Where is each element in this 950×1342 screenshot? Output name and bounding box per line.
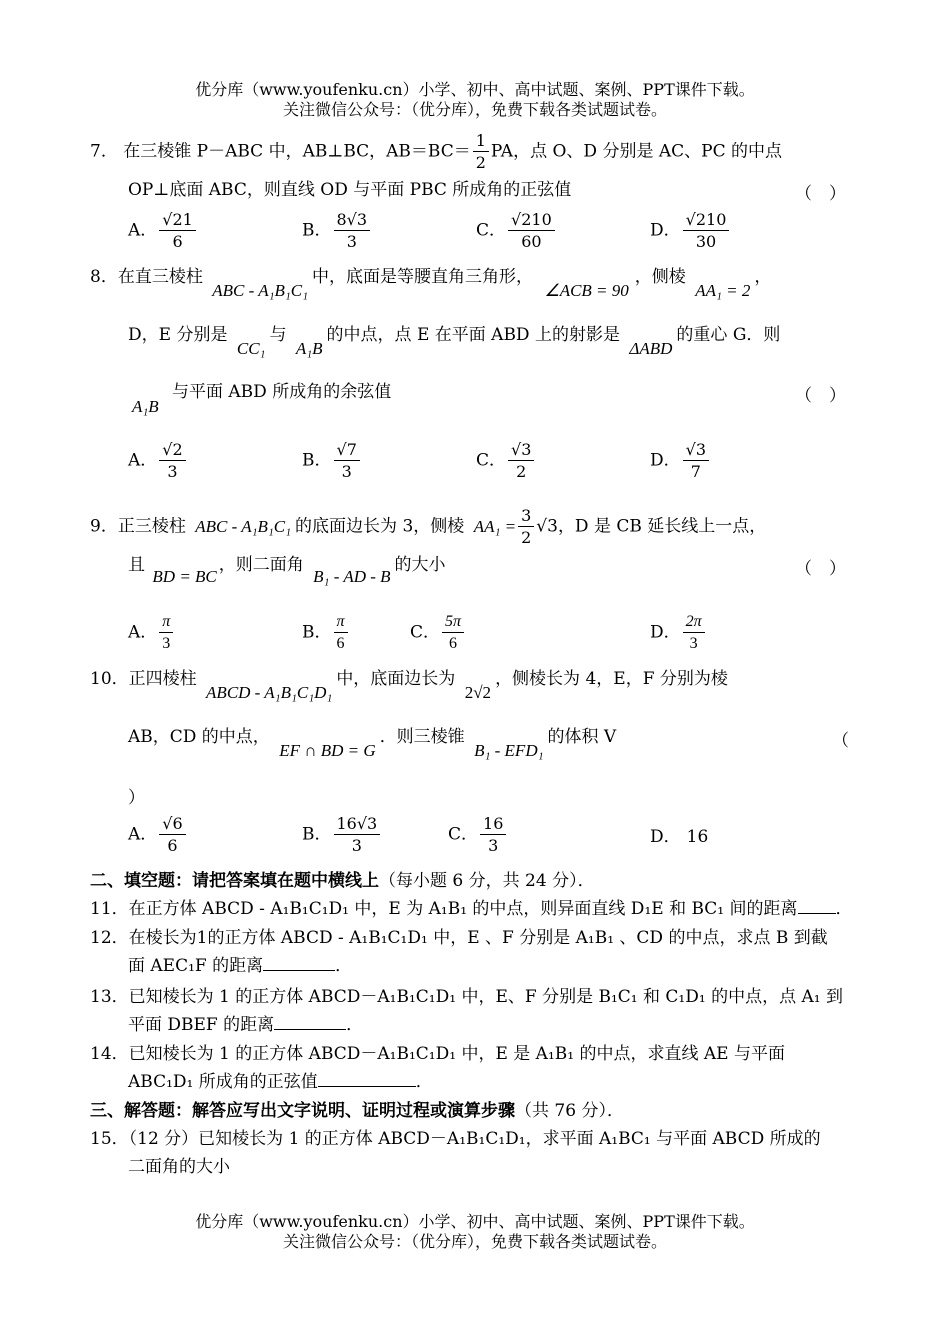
q7-line-2: OP⊥底面 ABC，则直线 OD 与平面 PBC 所成角的正弦值 [128, 180, 572, 200]
q13-line-2 [128, 1014, 363, 1036]
q8-option-b [302, 442, 362, 480]
q7-option-d-den: 30 [695, 232, 717, 251]
q10-option-c [448, 816, 508, 854]
q8-option-d-label: D． [650, 450, 681, 471]
q9-answer-paren: （ ） [795, 559, 846, 579]
q12-line1: 在棱长为1的正方体 ABCD - A₁B₁C₁D₁ 中，E 、F 分别是 A₁B₁ 、CD 的中点，求点 B 到截 [128, 928, 828, 948]
q9-option-d [650, 614, 707, 652]
q10-pyramid: B₁ - EFD₁ [474, 741, 544, 760]
q10-option-a [128, 816, 188, 854]
q8-line2-a: D，E 分别是 [128, 325, 228, 345]
q7-option-a [128, 212, 198, 250]
q14-answer-blank[interactable] [318, 1086, 416, 1087]
q12-end: ． [335, 956, 353, 976]
q10-option-c-num: 16 [480, 816, 506, 835]
q9-option-b [302, 614, 350, 652]
q8-prism: ABC - A₁B₁C₁ [212, 281, 309, 300]
q10-line-2 [128, 726, 617, 760]
q8-a1b: A₁B [295, 339, 323, 358]
q9-edge: AA₁ = [473, 516, 517, 536]
q9-dihedral: B₁ - AD - B [313, 567, 391, 586]
q7-option-d-num: √210 [683, 212, 730, 231]
q11-number: 11． [90, 899, 129, 919]
q9-option-d-num: 2π [683, 614, 705, 633]
q9-option-a [128, 614, 175, 652]
q8-option-b-num: √7 [334, 442, 360, 461]
q8-line-3-math [132, 396, 159, 418]
header-line-1: 优分库（www.youfenku.cn）小学、初中、高中试题、案例、PPT课件下载。 [195, 80, 755, 99]
q9-option-a-num: π [159, 614, 173, 633]
q8-angle: ∠ACB = 90 [544, 281, 629, 300]
q15-line-2: 二面角的大小 [128, 1157, 230, 1177]
q10-option-a-label: A． [128, 824, 158, 845]
q9-line-1 [90, 508, 766, 546]
footer-line-2: 关注微信公众号：（优分库），免费下载各类试题试卷。 [282, 1232, 667, 1251]
q9-text-b: 的底面边长为 3，侧棱 [295, 516, 465, 537]
q8-line2-c: 的中点，点 E 在平面 ABD 上的射影是 [326, 325, 620, 345]
q13-line-1 [90, 986, 843, 1008]
q10-option-b-label: B． [302, 824, 332, 845]
q15-line1: （12 分）已知棱长为 1 的正方体 ABCD－A₁B₁C₁D₁，求平面 A₁BC₁ 与平面 ABCD 所成的 [128, 1129, 821, 1149]
section-2-title: 二、填空题：请把答案填在题中横线上 [90, 871, 379, 891]
q15-line-1 [90, 1128, 821, 1150]
q10-side: 2√2 [464, 683, 492, 702]
q8-a1b-2: A₁B [132, 397, 159, 416]
q7-option-b-den: 3 [346, 232, 357, 251]
q13-end: ． [346, 1015, 364, 1035]
q10-paren-open: （ [832, 731, 849, 751]
q8-text-b: 中，底面是等腰直角三角形， [312, 267, 534, 287]
q9-line2-b: ，则二面角 [218, 555, 304, 575]
q7-line-1 [90, 133, 782, 171]
q8-option-c-label: C． [476, 450, 507, 471]
q12-line-1 [90, 927, 828, 949]
footer-line-1: 优分库（www.youfenku.cn）小学、初中、高中试题、案例、PPT课件下载。 [195, 1212, 755, 1231]
q7-option-d-label: D． [650, 220, 681, 241]
q7-option-c-den: 60 [521, 232, 542, 251]
q14-number: 14． [90, 1044, 129, 1064]
q10-text-c: ，侧棱长为 4，E，F 分别为棱 [495, 669, 728, 689]
q9-text-c: ，D 是 CB 延长线上一点， [557, 516, 767, 537]
q12-line-2 [128, 955, 352, 977]
q12-answer-blank[interactable] [263, 970, 335, 971]
q8-option-b-den: 3 [341, 462, 352, 481]
q8-text-c: ，侧棱 [634, 267, 686, 287]
q15-number: 15． [90, 1129, 129, 1149]
q14-end: ． [415, 1072, 433, 1092]
q10-line2-b: ．则三棱锥 [379, 727, 465, 747]
q9-line2-c: 的大小 [394, 555, 446, 575]
q8-option-d-num: √3 [683, 442, 709, 461]
q7-option-a-label: A． [128, 220, 158, 241]
q12-line2: 面 AEC₁F 的距离 [128, 956, 264, 976]
q8-option-a-num: √2 [159, 442, 185, 461]
q7-option-a-num: √21 [159, 212, 196, 231]
q10-line-1 [90, 668, 728, 702]
q10-prism: ABCD - A₁B₁C₁D₁ [206, 683, 333, 702]
q9-bd: BD = BC [152, 567, 217, 586]
q7-option-b-label: B． [302, 220, 332, 241]
q7-option-d [650, 212, 731, 250]
q10-option-b-num: 16√3 [334, 816, 381, 835]
q14-line1: 已知棱长为 1 的正方体 ABCD－A₁B₁C₁D₁ 中，E 是 A₁B₁ 的中点，求直线 AE 与平面 [128, 1044, 785, 1064]
q8-text-a: 在直三棱柱 [117, 267, 203, 287]
section-3-heading [90, 1100, 624, 1122]
q7-number: 7． [90, 141, 118, 162]
q10-option-a-num: √6 [159, 816, 185, 835]
q10-line2-c: 的体积 V [547, 727, 617, 747]
q11-end: ． [835, 899, 853, 919]
q8-line2-d: 的重心 G．则 [676, 325, 781, 345]
q9-root: √3 [536, 516, 558, 537]
q10-text-b: 中，底面边长为 [336, 669, 456, 689]
q10-option-d-label: D． [650, 827, 681, 847]
q14-line-2 [128, 1071, 433, 1093]
q7-option-c-label: C． [476, 220, 507, 241]
q14-line2: ABC₁D₁ 所成角的正弦值 [128, 1072, 318, 1092]
q10-option-a-den: 6 [167, 836, 178, 855]
q8-option-c-den: 2 [516, 462, 527, 481]
q9-option-b-den: 6 [336, 635, 345, 652]
q7-option-b-num: 8√3 [334, 212, 371, 231]
q8-line-2 [128, 324, 781, 358]
section-2-heading [90, 870, 595, 892]
q10-option-b-den: 3 [351, 836, 362, 855]
q13-line1: 已知棱长为 1 的正方体 ABCD－A₁B₁C₁D₁ 中，E、F 分别是 B₁C₁ 和 C₁D₁ 的中点，点 A₁ 到 [128, 987, 843, 1007]
q14-line-1 [90, 1043, 785, 1065]
q9-frac-num: 3 [518, 508, 534, 527]
q8-answer-paren: （ ） [795, 386, 846, 406]
q7-option-c-num: √210 [508, 212, 555, 231]
q10-text-a: 正四棱柱 [128, 669, 197, 689]
q10-option-d-value: 16 [686, 827, 709, 847]
q8-option-b-label: B． [302, 450, 332, 471]
q8-option-a-den: 3 [167, 462, 178, 481]
section-3-title: 三、解答题：解答应写出文字说明、证明过程或演算步骤 [90, 1101, 515, 1121]
q9-option-c-num: 5π [442, 614, 464, 633]
q7-fraction [473, 133, 489, 171]
header-line-2: 关注微信公众号：（优分库），免费下载各类试题试卷。 [282, 100, 667, 119]
q8-option-c [476, 442, 536, 480]
q13-line2: 平面 DBEF 的距离 [128, 1015, 275, 1035]
q9-option-d-label: D． [650, 622, 681, 643]
q10-option-c-den: 3 [488, 836, 499, 855]
section-3-note: （共 76 分）． [515, 1101, 624, 1121]
q9-option-c [410, 614, 466, 652]
q8-cc1: CC₁ [236, 339, 266, 358]
q8-option-d [650, 442, 711, 480]
q9-option-b-label: B． [302, 622, 332, 643]
q8-text-d: ， [754, 267, 772, 287]
q13-answer-blank[interactable] [274, 1029, 346, 1030]
q10-intersection: EF ∩ BD = G [279, 741, 376, 760]
q9-prism: ABC - A₁B₁C₁ [195, 516, 292, 536]
q7-text-a: 在三棱锥 P－ABC 中，AB⊥BC，AB＝BC＝ [123, 141, 471, 162]
q7-frac-num: 1 [473, 133, 489, 152]
q10-option-c-label: C． [448, 824, 479, 845]
q9-frac-den: 2 [521, 528, 532, 547]
q7-option-b [302, 212, 372, 250]
q9-option-b-num: π [334, 614, 348, 633]
q11-answer-blank[interactable] [798, 913, 836, 914]
q10-option-b [302, 816, 382, 854]
q8-triangle: ΔABD [629, 339, 673, 358]
q10-number: 10． [90, 669, 129, 689]
q7-option-a-den: 6 [172, 232, 183, 251]
q11 [90, 898, 853, 920]
q7-text-b: PA，点 O、D 分别是 AC、PC 的中点 [490, 141, 782, 162]
q9-option-a-den: 3 [162, 635, 171, 652]
q8-line-3: 与平面 ABD 所成角的余弦值 [172, 382, 392, 402]
q10-line2-a: AB，CD 的中点， [128, 727, 270, 747]
q11-text: 在正方体 ABCD - A₁B₁C₁D₁ 中，E 为 A₁B₁ 的中点，则异面直线 D₁E 和 BC₁ 间的距离 [128, 899, 798, 919]
q9-line2-a: 且 [128, 555, 145, 575]
q10-paren-close: ） [128, 788, 145, 808]
q8-option-c-num: √3 [508, 442, 534, 461]
q8-line-1 [90, 266, 772, 300]
q12-number: 12． [90, 928, 129, 948]
section-2-note: （每小题 6 分，共 24 分）． [379, 871, 595, 891]
q7-option-c [476, 212, 557, 250]
q9-option-c-label: C． [410, 622, 441, 643]
q7-answer-paren: （ ） [795, 184, 846, 204]
q10-option-d [650, 826, 708, 848]
q8-number: 8． [90, 267, 118, 287]
q8-option-a [128, 442, 188, 480]
q8-edge: AA₁ = 2 [695, 281, 751, 300]
q9-text-a: 正三棱柱 [117, 516, 186, 537]
q9-line-2 [128, 554, 446, 586]
q8-line2-b: 与 [269, 325, 287, 345]
q9-option-d-den: 3 [689, 635, 698, 652]
q7-frac-den: 2 [475, 153, 486, 172]
q8-option-d-den: 7 [690, 462, 701, 481]
q9-option-a-label: A． [128, 622, 158, 643]
q8-option-a-label: A． [128, 450, 158, 471]
q13-number: 13． [90, 987, 129, 1007]
q9-number: 9． [90, 516, 118, 537]
q9-option-c-den: 6 [449, 635, 458, 652]
